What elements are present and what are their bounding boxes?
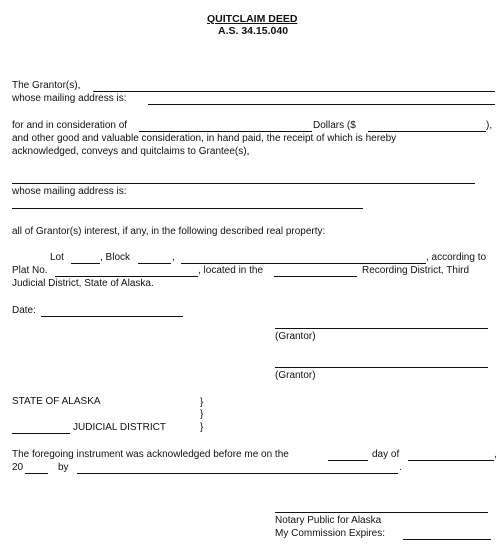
grantor-address-field[interactable] — [148, 104, 495, 105]
ack-day-field[interactable] — [328, 460, 368, 461]
consideration-words-field[interactable] — [139, 131, 312, 132]
grantor-signature-label-1: (Grantor) — [275, 331, 316, 342]
located-label: , located in the — [198, 265, 264, 276]
block-field[interactable] — [138, 263, 171, 264]
lot-label: Lot — [50, 252, 64, 263]
grantor-signature-line-1[interactable] — [275, 328, 488, 329]
consideration-amount-field[interactable] — [368, 131, 486, 132]
notary-signature-line[interactable] — [275, 512, 488, 513]
property-line-3: Judicial District, State of Alaska. — [12, 278, 154, 289]
grantor-label: The Grantor(s), — [12, 80, 81, 91]
ack-month-field[interactable] — [408, 460, 494, 461]
venue-brace-1: } — [200, 397, 204, 408]
subdivision-field[interactable] — [181, 263, 426, 264]
grantee-address-label: whose mailing address is: — [12, 186, 127, 197]
consideration-prefix: for and in consideration of — [12, 120, 128, 131]
venue-state: STATE OF ALASKA — [12, 396, 101, 407]
plat-number-field[interactable] — [55, 276, 198, 277]
acknowledgment-text: The foregoing instrument was acknowledged before me on the — [12, 449, 289, 460]
block-label: , Block — [100, 252, 131, 263]
ack-day-of-label: day of — [372, 449, 400, 460]
recording-district-label: Recording District, Third — [362, 265, 470, 276]
statute-reference: A.S. 34.15.040 — [218, 25, 289, 37]
consideration-line-2: and other good and valuable consideration, in hand paid, the receipt of which is hereby — [12, 133, 397, 144]
ack-by-field[interactable] — [77, 473, 398, 474]
interest-statement: all of Grantor(s) interest, if any, in the following described real property: — [12, 226, 326, 237]
date-label: Date: — [12, 305, 36, 316]
dollars-close: ), — [486, 120, 493, 131]
notary-title: Notary Public for Alaska — [275, 515, 382, 526]
lot-field[interactable] — [71, 263, 100, 264]
dollars-label: Dollars ($ — [313, 120, 356, 131]
venue-brace-2: } — [200, 409, 204, 420]
grantor-name-field[interactable] — [93, 91, 495, 92]
notary-commission-field[interactable] — [403, 539, 491, 540]
block-comma: , — [172, 252, 175, 263]
ack-year-prefix: 20 — [12, 462, 24, 473]
judicial-district-field[interactable] — [12, 433, 70, 434]
ack-period: . — [399, 462, 402, 473]
grantor-signature-label-2: (Grantor) — [275, 370, 316, 381]
document-title: QUITCLAIM DEED — [207, 13, 298, 25]
grantor-address-label: whose mailing address is: — [12, 93, 127, 104]
according-to-label: , according to — [426, 252, 487, 263]
grantor-signature-line-2[interactable] — [275, 367, 488, 368]
venue-district: JUDICIAL DISTRICT — [73, 422, 166, 433]
grantee-address-field[interactable] — [12, 208, 363, 209]
grantee-name-field[interactable] — [12, 183, 475, 184]
plat-label: Plat No. — [12, 265, 48, 276]
ack-comma: , — [494, 449, 497, 460]
venue-brace-3: } — [200, 422, 204, 433]
recording-district-field[interactable] — [274, 276, 357, 277]
consideration-line-3: acknowledged, conveys and quitclaims to Grantee(s), — [12, 146, 250, 157]
notary-commission-label: My Commission Expires: — [275, 528, 386, 539]
ack-year-field[interactable] — [25, 473, 48, 474]
ack-by-label: by — [58, 462, 69, 473]
date-field[interactable] — [41, 316, 183, 317]
